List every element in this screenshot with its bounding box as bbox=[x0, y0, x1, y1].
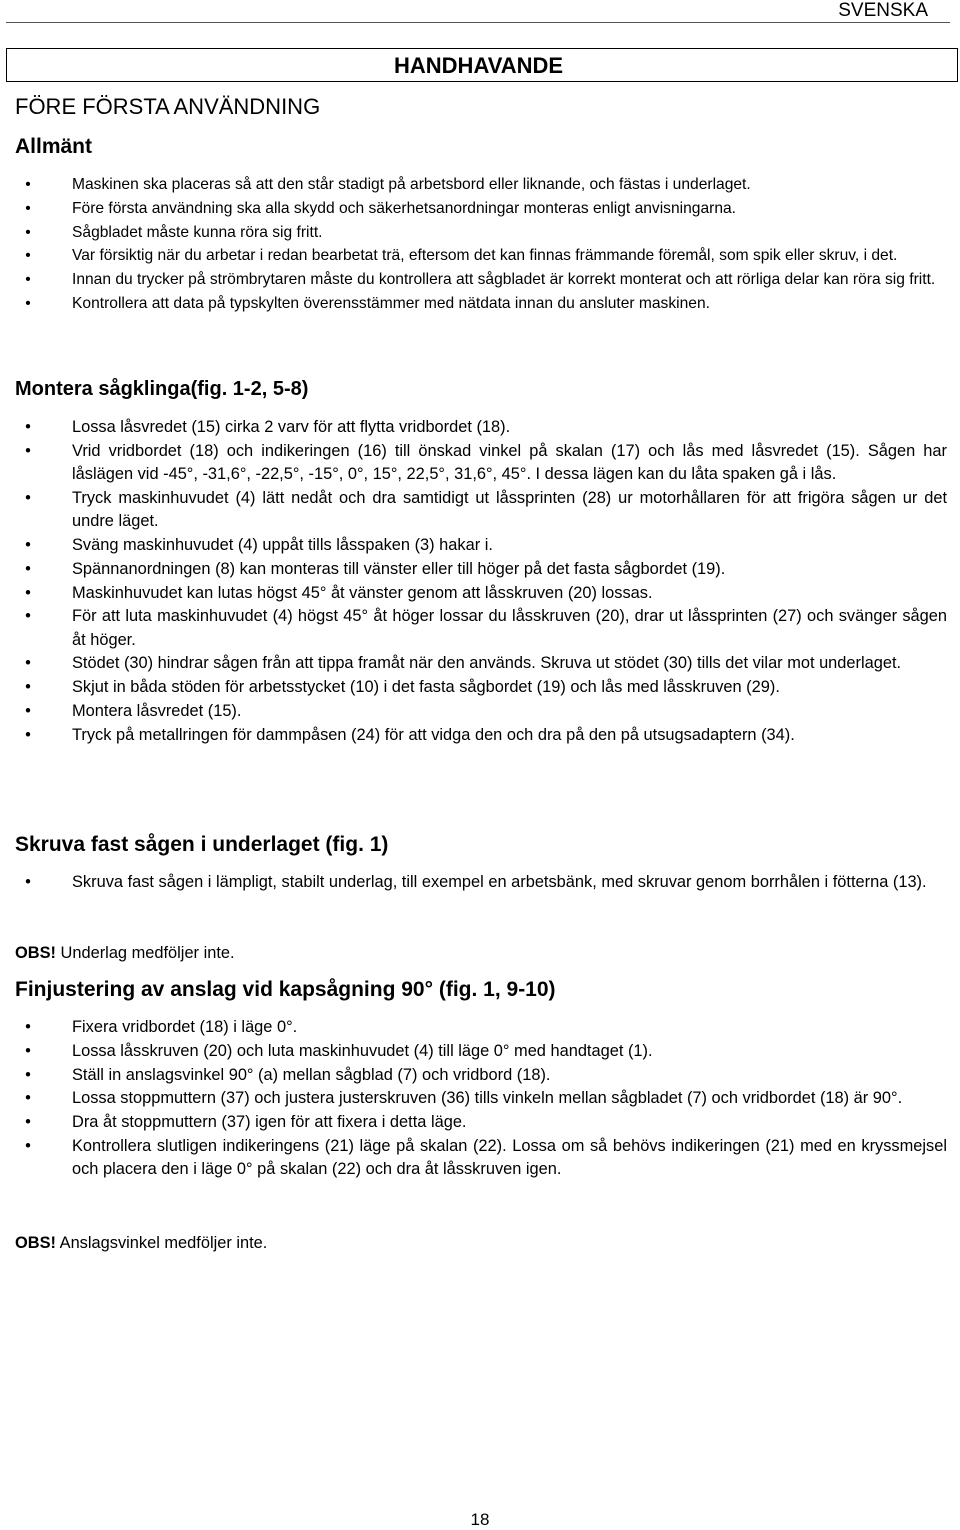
list-item-text: Lossa stoppmuttern (37) och justera justerskruven (36) tills vinkeln mellan sågbladet (7) och vridbordet (18) är 90°. bbox=[72, 1089, 903, 1108]
bullet-icon: • bbox=[25, 559, 31, 578]
obs-label: OBS! bbox=[15, 1234, 56, 1252]
list-item bbox=[0, 605, 947, 652]
list-item bbox=[0, 1087, 947, 1110]
heading-fore-forsta: FÖRE FÖRSTA ANVÄNDNING bbox=[15, 94, 321, 119]
list-item bbox=[0, 1111, 947, 1134]
list-item bbox=[0, 440, 947, 487]
bullet-icon: • bbox=[25, 1041, 31, 1060]
bullet-icon: • bbox=[25, 583, 31, 602]
bullet-icon: • bbox=[25, 418, 31, 436]
bullet-icon: • bbox=[25, 1136, 31, 1155]
list-item bbox=[0, 871, 947, 894]
heading-finjustering: Finjustering av anslag vid kapsågning 90° (fig. 1, 9-10) bbox=[15, 978, 556, 1001]
list-item bbox=[0, 1135, 947, 1182]
bullet-icon: • bbox=[25, 1113, 31, 1132]
finjustering-list bbox=[0, 1016, 947, 1182]
bullet-icon: • bbox=[25, 223, 31, 241]
bullet-icon: • bbox=[25, 1089, 31, 1108]
list-item bbox=[0, 416, 947, 439]
bullet-icon: • bbox=[25, 535, 31, 554]
list-item-text: Kontrollera att data på typskylten överensstämmer med nätdata innan du ansluter maskinen. bbox=[72, 294, 710, 312]
list-item bbox=[0, 1016, 947, 1039]
montera-list bbox=[0, 416, 947, 748]
list-item bbox=[0, 197, 947, 220]
bullet-icon: • bbox=[25, 1018, 31, 1036]
header-rule bbox=[6, 22, 950, 23]
bullet-icon: • bbox=[25, 247, 31, 265]
list-item-text: Före första användning ska alla skydd och säkerhetsanordningar monteras enligt anvisningarna. bbox=[72, 199, 736, 217]
bullet-icon: • bbox=[25, 873, 31, 891]
list-item-text: Tryck på metallringen för dammpåsen (24) för att vidga den och dra på den på utsugsadaptern (34). bbox=[72, 725, 795, 744]
bullet-icon: • bbox=[25, 488, 31, 507]
section-title: HANDHAVANDE bbox=[394, 53, 564, 78]
list-item bbox=[0, 244, 947, 267]
language-label: SVENSKA bbox=[838, 0, 928, 21]
list-item-text: Skjut in båda stöden för arbetsstycket (10) i det fasta sågbordet (19) och lås med låsskruven (29). bbox=[72, 678, 780, 697]
list-item bbox=[0, 1040, 947, 1063]
skruva-list bbox=[0, 871, 947, 895]
list-item bbox=[0, 652, 947, 675]
allmant-list bbox=[0, 173, 947, 316]
list-item-text: Vrid vridbordet (18) och indikeringen (16) till önskad vinkel på skalan (17) och lås med låsvredet (15). Sågen har låslägen vid -45°, -31,6°, -22,5°, -15°, 0°, 15°, 22,5°, 31,6°, 45°. I dessa lägen kan du låta spaken gå i lås. bbox=[72, 441, 947, 484]
list-item-text: Spännanordningen (8) kan monteras till vänster eller till höger på det fasta sågbordet (19). bbox=[72, 559, 726, 578]
list-item bbox=[0, 558, 947, 581]
bullet-icon: • bbox=[25, 199, 31, 217]
list-item-text: Skruva fast sågen i lämpligt, stabilt underlag, till exempel en arbetsbänk, med skruvar genom borrhålen i fötterna (13). bbox=[72, 873, 927, 891]
section-header-box bbox=[6, 48, 958, 82]
bullet-icon: • bbox=[25, 678, 31, 697]
bullet-icon: • bbox=[25, 176, 31, 193]
list-item-text: Sågbladet måste kunna röra sig fritt. bbox=[72, 223, 323, 241]
list-item-text: Innan du trycker på strömbrytaren måste du kontrollera att sågbladet är korrekt monterat och att rörliga delar kan röra sig fritt. bbox=[72, 271, 936, 289]
list-item-text: Fixera vridbordet (18) i läge 0°. bbox=[72, 1018, 298, 1036]
list-item-text: För att luta maskinhuvudet (4) högst 45° åt höger lossar du låsskruven (20), drar ut låssprinten (27) och svänger sågen åt höger. bbox=[72, 607, 947, 649]
list-item bbox=[0, 487, 947, 534]
list-item bbox=[0, 724, 947, 747]
bullet-icon: • bbox=[25, 702, 31, 721]
list-item bbox=[0, 1064, 947, 1087]
list-item-text: Lossa låsvredet (15) cirka 2 varv för att flytta vridbordet (18). bbox=[72, 418, 511, 436]
heading-skruva: Skruva fast sågen i underlaget (fig. 1) bbox=[15, 833, 389, 856]
list-item-text: Maskinen ska placeras så att den står stadigt på arbetsbord eller liknande, och fästas i underlaget. bbox=[72, 176, 751, 193]
list-item bbox=[0, 700, 947, 723]
list-item-text: Sväng maskinhuvudet (4) uppåt tills låsspaken (3) hakar i. bbox=[72, 535, 493, 554]
list-item bbox=[0, 221, 947, 244]
list-item bbox=[0, 582, 947, 605]
list-item bbox=[0, 676, 947, 699]
list-item-text: Maskinhuvudet kan lutas högst 45° åt vänster genom att låsskruven (20) lossas. bbox=[72, 583, 653, 602]
heading-allmant: Allmänt bbox=[15, 135, 93, 158]
bullet-icon: • bbox=[25, 725, 31, 744]
list-item bbox=[0, 268, 947, 291]
list-item bbox=[0, 534, 947, 557]
heading-montera: Montera sågklinga(fig. 1-2, 5-8) bbox=[15, 378, 309, 400]
bullet-icon: • bbox=[25, 1065, 31, 1084]
obs-note-anslagsvinkel bbox=[15, 1232, 267, 1254]
obs-text: Anslagsvinkel medföljer inte. bbox=[55, 1234, 268, 1252]
obs-label: OBS! bbox=[15, 944, 56, 962]
bullet-icon: • bbox=[25, 441, 31, 460]
list-item-text: Montera låsvredet (15). bbox=[72, 702, 242, 721]
list-item bbox=[0, 173, 947, 196]
bullet-icon: • bbox=[25, 294, 31, 312]
page-number: 18 bbox=[470, 1510, 490, 1529]
obs-text: Underlag medföljer inte. bbox=[55, 944, 235, 962]
obs-note-underlag bbox=[15, 942, 235, 964]
list-item-text: Dra åt stoppmuttern (37) igen för att fixera i detta läge. bbox=[72, 1113, 467, 1132]
list-item-text: Tryck maskinhuvudet (4) lätt nedåt och dra samtidigt ut låssprinten (28) ur motorhållaren för att frigöra sågen ur det undre läget. bbox=[72, 488, 947, 531]
bullet-icon: • bbox=[25, 271, 31, 289]
list-item-text: Lossa låsskruven (20) och luta maskinhuvudet (4) till läge 0° med handtaget (1). bbox=[72, 1041, 653, 1060]
bullet-icon: • bbox=[25, 654, 31, 673]
list-item-text: Ställ in anslagsvinkel 90° (a) mellan sågblad (7) och vridbord (18). bbox=[72, 1065, 551, 1084]
list-item-text: Kontrollera slutligen indikeringens (21) läge på skalan (22). Lossa om så behövs indikeringen (21) med en kryssmejsel och placera den i läge 0° på skalan (22) och dra åt låsskruven igen. bbox=[72, 1136, 947, 1179]
list-item bbox=[0, 292, 947, 315]
bullet-icon: • bbox=[25, 607, 31, 626]
list-item-text: Var försiktig när du arbetar i redan bearbetat trä, eftersom det kan finnas främmande föremål, som spik eller skruv, i det. bbox=[72, 247, 898, 265]
list-item-text: Stödet (30) hindrar sågen från att tippa framåt när den används. Skruva ut stödet (30) tills det vilar mot underlaget. bbox=[72, 654, 902, 673]
